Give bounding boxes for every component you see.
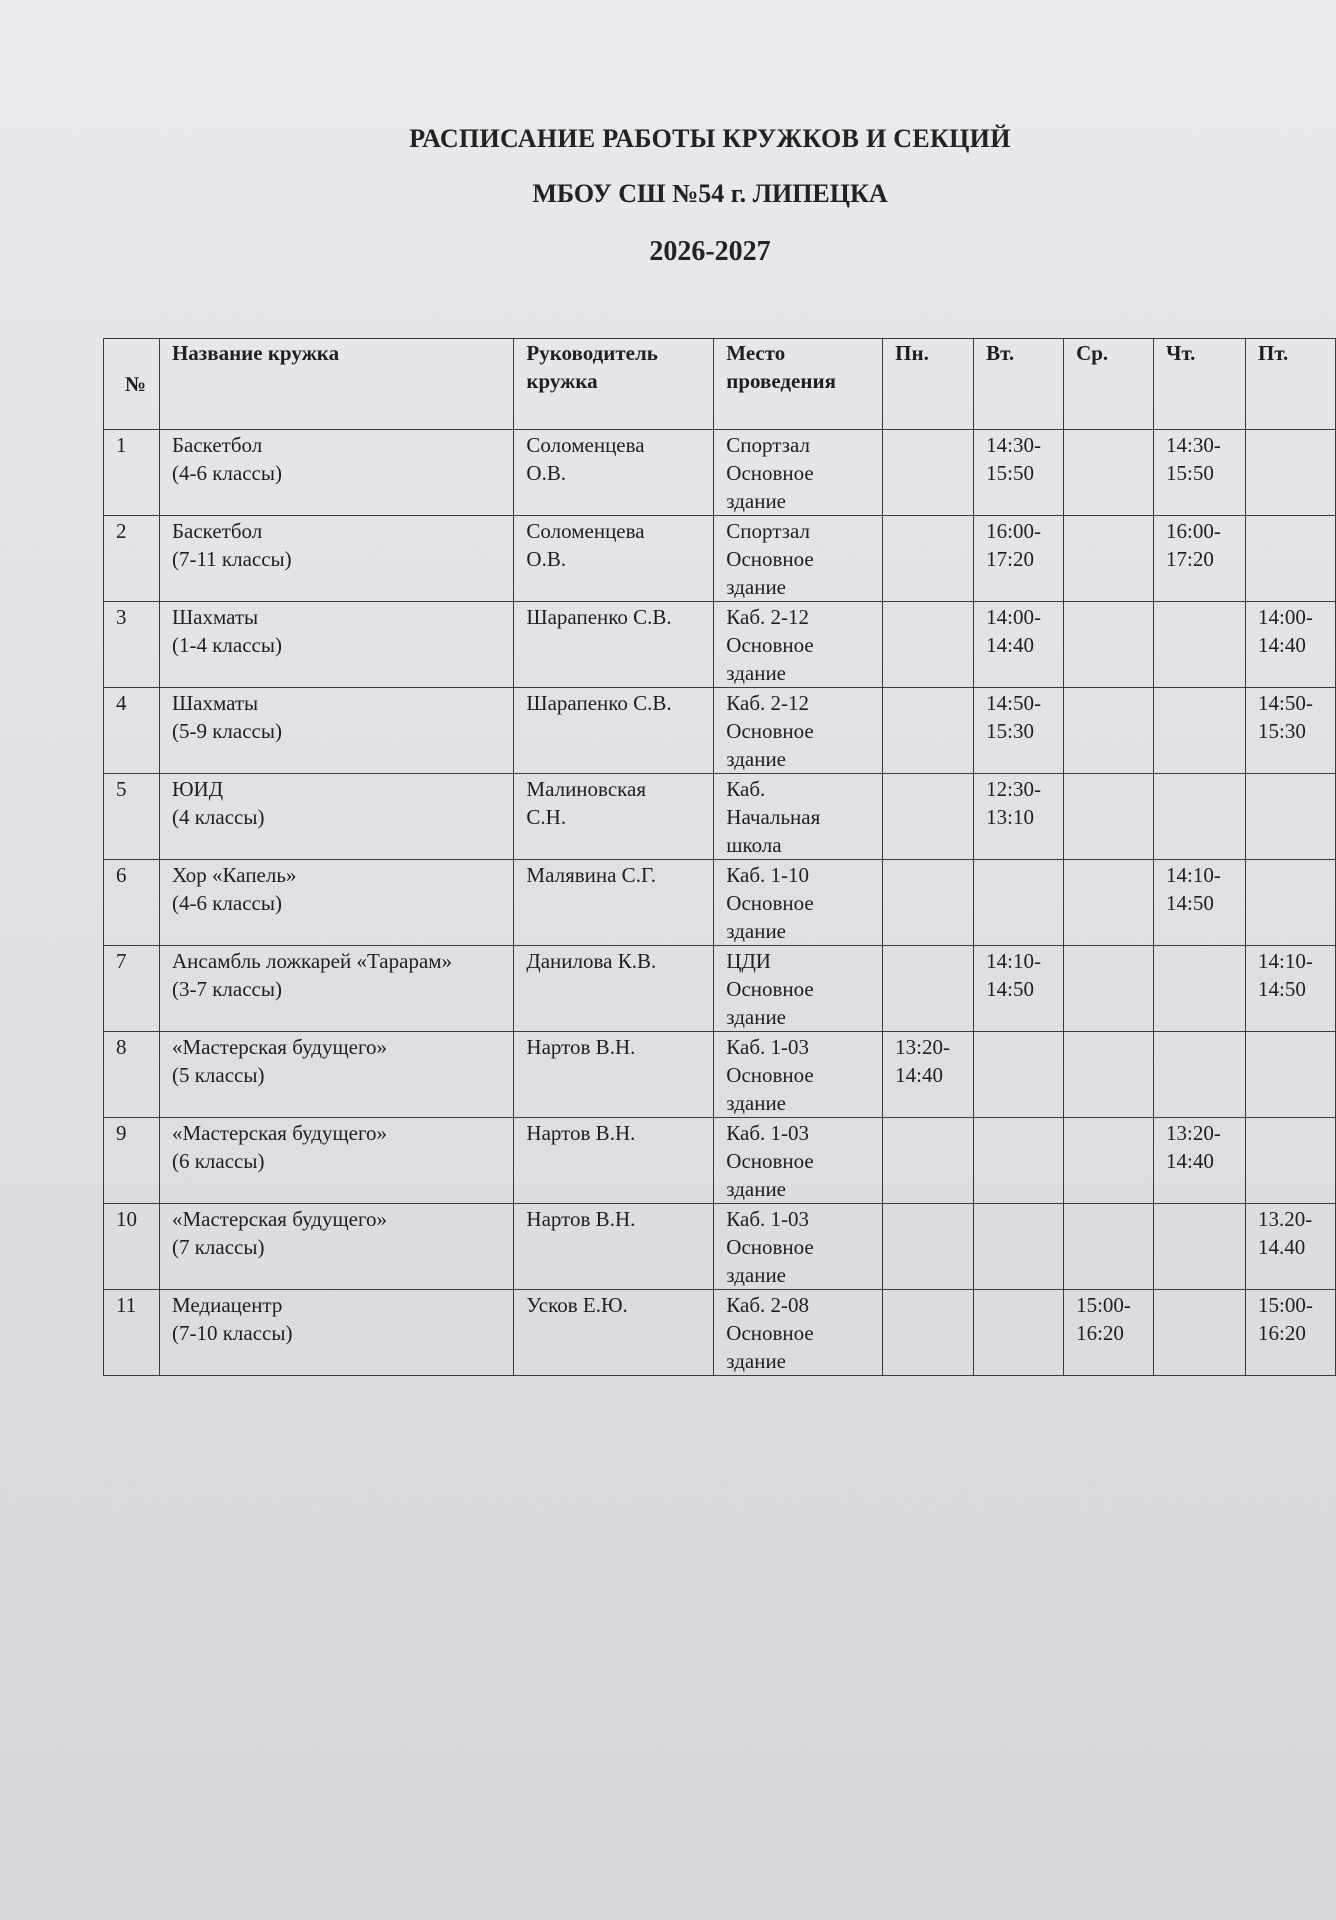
time-wed xyxy=(1064,516,1154,602)
club-leader: Соломенцева О.В. xyxy=(514,430,714,516)
header-mon: Пн. xyxy=(883,339,974,430)
time-fri xyxy=(1245,430,1335,516)
club-place: Каб. 1-03 Основное здание xyxy=(714,1204,883,1290)
time-fri: 15:00- 16:20 xyxy=(1245,1290,1335,1376)
time-thu xyxy=(1154,602,1246,688)
row-num: 2 xyxy=(104,516,160,602)
time-thu xyxy=(1154,946,1246,1032)
time-thu: 14:10- 14:50 xyxy=(1154,860,1246,946)
time-thu: 13:20- 14:40 xyxy=(1154,1118,1246,1204)
time-wed xyxy=(1064,1118,1154,1204)
time-mon: 13:20- 14:40 xyxy=(883,1032,974,1118)
time-fri: 14:10- 14:50 xyxy=(1245,946,1335,1032)
header-wed: Ср. xyxy=(1064,339,1154,430)
time-wed xyxy=(1064,688,1154,774)
table-row xyxy=(104,516,1336,602)
table-row xyxy=(104,946,1336,1032)
time-tue: 14:30- 15:50 xyxy=(974,430,1064,516)
club-place: Каб. 2-12 Основное здание xyxy=(714,602,883,688)
club-name: Шахматы (5-9 классы) xyxy=(159,688,513,774)
table-row xyxy=(104,1204,1336,1290)
club-name: Баскетбол (7-11 классы) xyxy=(159,516,513,602)
club-leader: Шарапенко С.В. xyxy=(514,602,714,688)
time-fri: 14:00- 14:40 xyxy=(1245,602,1335,688)
time-mon xyxy=(883,430,974,516)
club-name: «Мастерская будущего» (7 классы) xyxy=(159,1204,513,1290)
time-wed xyxy=(1064,430,1154,516)
header-fri: Пт. xyxy=(1245,339,1335,430)
row-num: 6 xyxy=(104,860,160,946)
time-thu: 14:30- 15:50 xyxy=(1154,430,1246,516)
club-leader: Нартов В.Н. xyxy=(514,1118,714,1204)
club-leader: Нартов В.Н. xyxy=(514,1204,714,1290)
time-mon xyxy=(883,774,974,860)
document-title: РАСПИСАНИЕ РАБОТЫ КРУЖКОВ И СЕКЦИЙ xyxy=(409,124,1011,153)
time-wed xyxy=(1064,946,1154,1032)
time-fri xyxy=(1245,860,1335,946)
time-fri xyxy=(1245,774,1335,860)
table-row xyxy=(104,1032,1336,1118)
time-wed xyxy=(1064,1204,1154,1290)
club-place: Каб. 1-03 Основное здание xyxy=(714,1032,883,1118)
time-tue: 14:50- 15:30 xyxy=(974,688,1064,774)
time-tue xyxy=(974,1032,1064,1118)
club-name: Баскетбол (4-6 классы) xyxy=(159,430,513,516)
schedule-table xyxy=(103,338,1336,1376)
header-row xyxy=(104,339,1336,430)
club-leader: Малиновская С.Н. xyxy=(514,774,714,860)
time-tue xyxy=(974,1204,1064,1290)
time-tue xyxy=(974,1118,1064,1204)
table-row xyxy=(104,860,1336,946)
club-place: Спортзал Основное здание xyxy=(714,430,883,516)
time-thu: 16:00- 17:20 xyxy=(1154,516,1246,602)
time-mon xyxy=(883,1290,974,1376)
club-name: Медиацентр (7-10 классы) xyxy=(159,1290,513,1376)
club-place: Спортзал Основное здание xyxy=(714,516,883,602)
time-fri xyxy=(1245,516,1335,602)
time-wed: 15:00- 16:20 xyxy=(1064,1290,1154,1376)
club-name: Шахматы (1-4 классы) xyxy=(159,602,513,688)
academic-year: 2026-2027 xyxy=(649,236,771,267)
club-place: Каб. Начальная школа xyxy=(714,774,883,860)
club-name: Хор «Капель» (4-6 классы) xyxy=(159,860,513,946)
time-tue: 14:00- 14:40 xyxy=(974,602,1064,688)
table-row xyxy=(104,430,1336,516)
club-name: «Мастерская будущего» (6 классы) xyxy=(159,1118,513,1204)
club-name: Ансамбль ложкарей «Тарарам» (3-7 классы) xyxy=(159,946,513,1032)
club-leader: Нартов В.Н. xyxy=(514,1032,714,1118)
club-leader: Шарапенко С.В. xyxy=(514,688,714,774)
row-num: 3 xyxy=(104,602,160,688)
time-mon xyxy=(883,1204,974,1290)
time-wed xyxy=(1064,774,1154,860)
club-leader: Данилова К.В. xyxy=(514,946,714,1032)
time-fri: 13.20- 14.40 xyxy=(1245,1204,1335,1290)
time-tue xyxy=(974,1290,1064,1376)
table-row xyxy=(104,1290,1336,1376)
header-name: Название кружка xyxy=(159,339,513,430)
time-mon xyxy=(883,602,974,688)
club-leader: Усков Е.Ю. xyxy=(514,1290,714,1376)
row-num: 8 xyxy=(104,1032,160,1118)
club-leader: Малявина С.Г. xyxy=(514,860,714,946)
table-row xyxy=(104,688,1336,774)
time-fri xyxy=(1245,1118,1335,1204)
club-name: ЮИД (4 классы) xyxy=(159,774,513,860)
time-mon xyxy=(883,946,974,1032)
club-place: Каб. 1-03 Основное здание xyxy=(714,1118,883,1204)
header-leader: Руководитель кружка xyxy=(514,339,714,430)
time-mon xyxy=(883,1118,974,1204)
time-thu xyxy=(1154,688,1246,774)
time-wed xyxy=(1064,602,1154,688)
row-num: 1 xyxy=(104,430,160,516)
club-place: Каб. 2-08 Основное здание xyxy=(714,1290,883,1376)
time-mon xyxy=(883,516,974,602)
row-num: 9 xyxy=(104,1118,160,1204)
club-leader: Соломенцева О.В. xyxy=(514,516,714,602)
row-num: 5 xyxy=(104,774,160,860)
time-mon xyxy=(883,688,974,774)
table-row xyxy=(104,602,1336,688)
time-thu xyxy=(1154,774,1246,860)
time-fri: 14:50- 15:30 xyxy=(1245,688,1335,774)
time-wed xyxy=(1064,1032,1154,1118)
club-name: «Мастерская будущего» (5 классы) xyxy=(159,1032,513,1118)
time-tue: 12:30- 13:10 xyxy=(974,774,1064,860)
club-place: ЦДИ Основное здание xyxy=(714,946,883,1032)
header-thu: Чт. xyxy=(1154,339,1246,430)
time-mon xyxy=(883,860,974,946)
header-tue: Вт. xyxy=(974,339,1064,430)
time-tue xyxy=(974,860,1064,946)
row-num: 11 xyxy=(104,1290,160,1376)
time-fri xyxy=(1245,1032,1335,1118)
time-thu xyxy=(1154,1032,1246,1118)
header-num: № xyxy=(104,339,160,430)
time-thu xyxy=(1154,1290,1246,1376)
club-place: Каб. 2-12 Основное здание xyxy=(714,688,883,774)
table-row xyxy=(104,774,1336,860)
time-tue: 14:10- 14:50 xyxy=(974,946,1064,1032)
header-place: Место проведения xyxy=(714,339,883,430)
school-name: МБОУ СШ №54 г. ЛИПЕЦКА xyxy=(532,179,888,208)
row-num: 7 xyxy=(104,946,160,1032)
table-row xyxy=(104,1118,1336,1204)
club-place: Каб. 1-10 Основное здание xyxy=(714,860,883,946)
row-num: 4 xyxy=(104,688,160,774)
time-thu xyxy=(1154,1204,1246,1290)
time-wed xyxy=(1064,860,1154,946)
time-tue: 16:00- 17:20 xyxy=(974,516,1064,602)
row-num: 10 xyxy=(104,1204,160,1290)
